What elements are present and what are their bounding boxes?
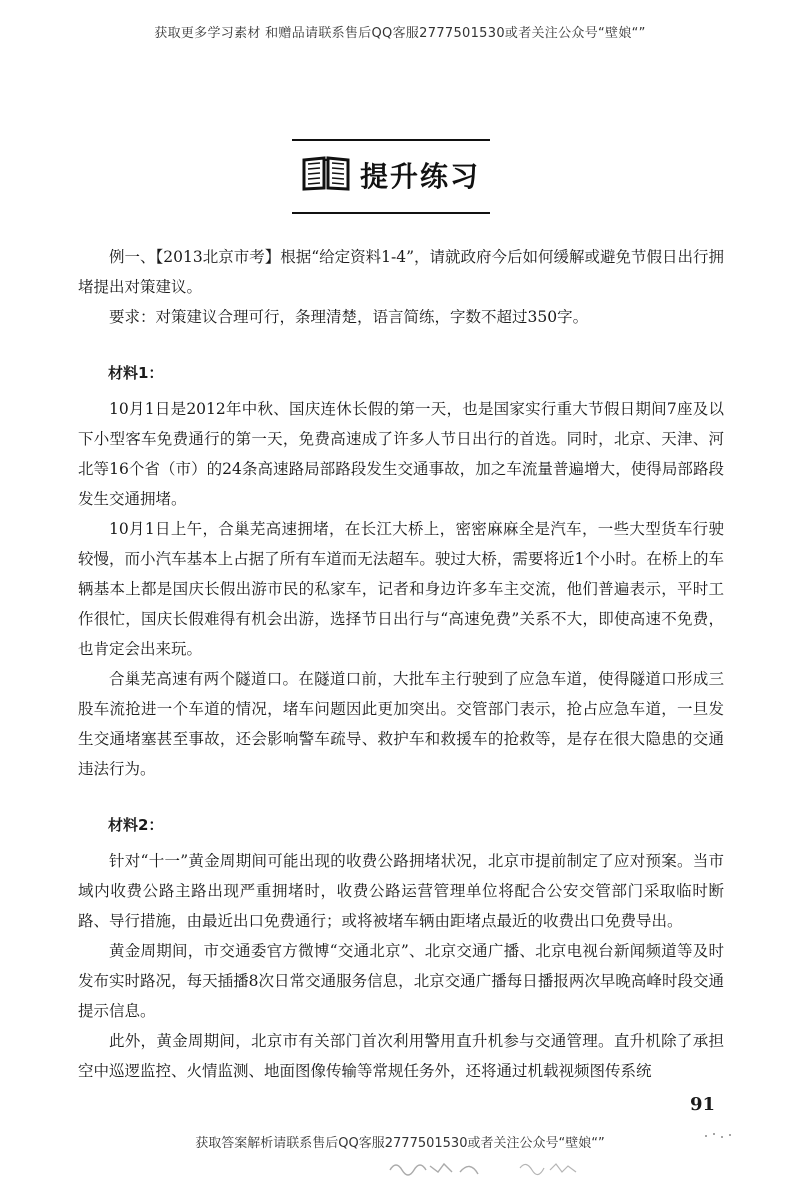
material-2-paragraph: 针对“十一”黄金周期间可能出现的收费公路拥堵状况，北京市提前制定了应对预案。当市域内收费公路主路出现严重拥堵时，收费公路运营管理单位将配合公安交管部门采取临时断路、导行措施，由最近出口免费通行；或将被堵车辆由距堵点最近的收费出口免费导出。: [78, 852, 724, 930]
material-2-paragraph: 黄金周期间，市交通委官方微博“交通北京”、北京交通广播、北京电视台新闻频道等及时发布实时路况，每天插播8次日常交通服务信息，北京交通广播每日播报两次早晚高峰时段交通提示信息。: [78, 942, 724, 1020]
title-rule-top: [292, 139, 490, 141]
material-2-label: 材料2：: [108, 816, 164, 834]
question-requirement: 要求：对策建议合理可行，条理清楚，语言简练，字数不超过350字。: [109, 308, 589, 326]
material-1-label: 材料1：: [108, 364, 164, 382]
material-1-paragraph: 合巢芜高速有两个隧道口。在隧道口前，大批车主行驶到了应急车道，使得隧道口形成三股车流抢进一个车道的情况，堵车问题因此更加突出。交管部门表示，抢占应急车道，一旦发生交通堵塞甚至事故，还会影响警车疏导、救护车和救援车的抢救等，是存在很大隐患的交通违法行为。: [78, 670, 724, 778]
scan-specks: [702, 1130, 742, 1142]
question-example: 例一、【2013北京市考】根据“给定资料1-4”，请就政府今后如何缓解或避免节假日出行拥堵提出对策建议。: [78, 248, 725, 296]
scan-scribble: [380, 1152, 620, 1182]
footer-note: 获取答案解析请联系售后QQ客服2777501530或者关注公众号“壁娘“”: [195, 1136, 605, 1151]
title-rule-bottom: [292, 212, 490, 214]
content-body: [78, 242, 724, 1086]
page-number: 91: [690, 1094, 716, 1115]
section-title-block: [292, 150, 490, 200]
open-book-icon: [302, 154, 350, 196]
material-1-paragraph: 10月1日上午，合巢芜高速拥堵，在长江大桥上，密密麻麻全是汽车，一些大型货车行驶较慢，而小汽车基本上占据了所有车道而无法超车。驶过大桥，需要将近1个小时。在桥上的车辆基本上都是国庆长假出游市民的私家车，记者和身边许多车主交流，他们普遍表示，平时工作很忙，国庆长假难得有机会出游，选择节日出行与“高速免费”关系不大，即使高速不免费，也肯定会出来玩。: [78, 520, 724, 658]
header-note: 获取更多学习素材 和赠品请联系售后QQ客服2777501530或者关注公众号“壁娘“”: [154, 26, 646, 41]
material-1-paragraph: 10月1日是2012年中秋、国庆连休长假的第一天，也是国家实行重大节假日期间7座及以下小型客车免费通行的第一天，免费高速成了许多人节日出行的首选。同时，北京、天津、河北等16个省（市）的24条高速路局部路段发生交通事故，加之车流量普遍增大，使得局部路段发生交通拥堵。: [78, 400, 724, 508]
material-2-paragraph: 此外，黄金周期间，北京市有关部门首次利用警用直升机参与交通管理。直升机除了承担空中巡逻监控、火情监测、地面图像传输等常规任务外，还将通过机载视频图传系统: [78, 1032, 724, 1080]
section-title: 提升练习: [359, 160, 480, 193]
